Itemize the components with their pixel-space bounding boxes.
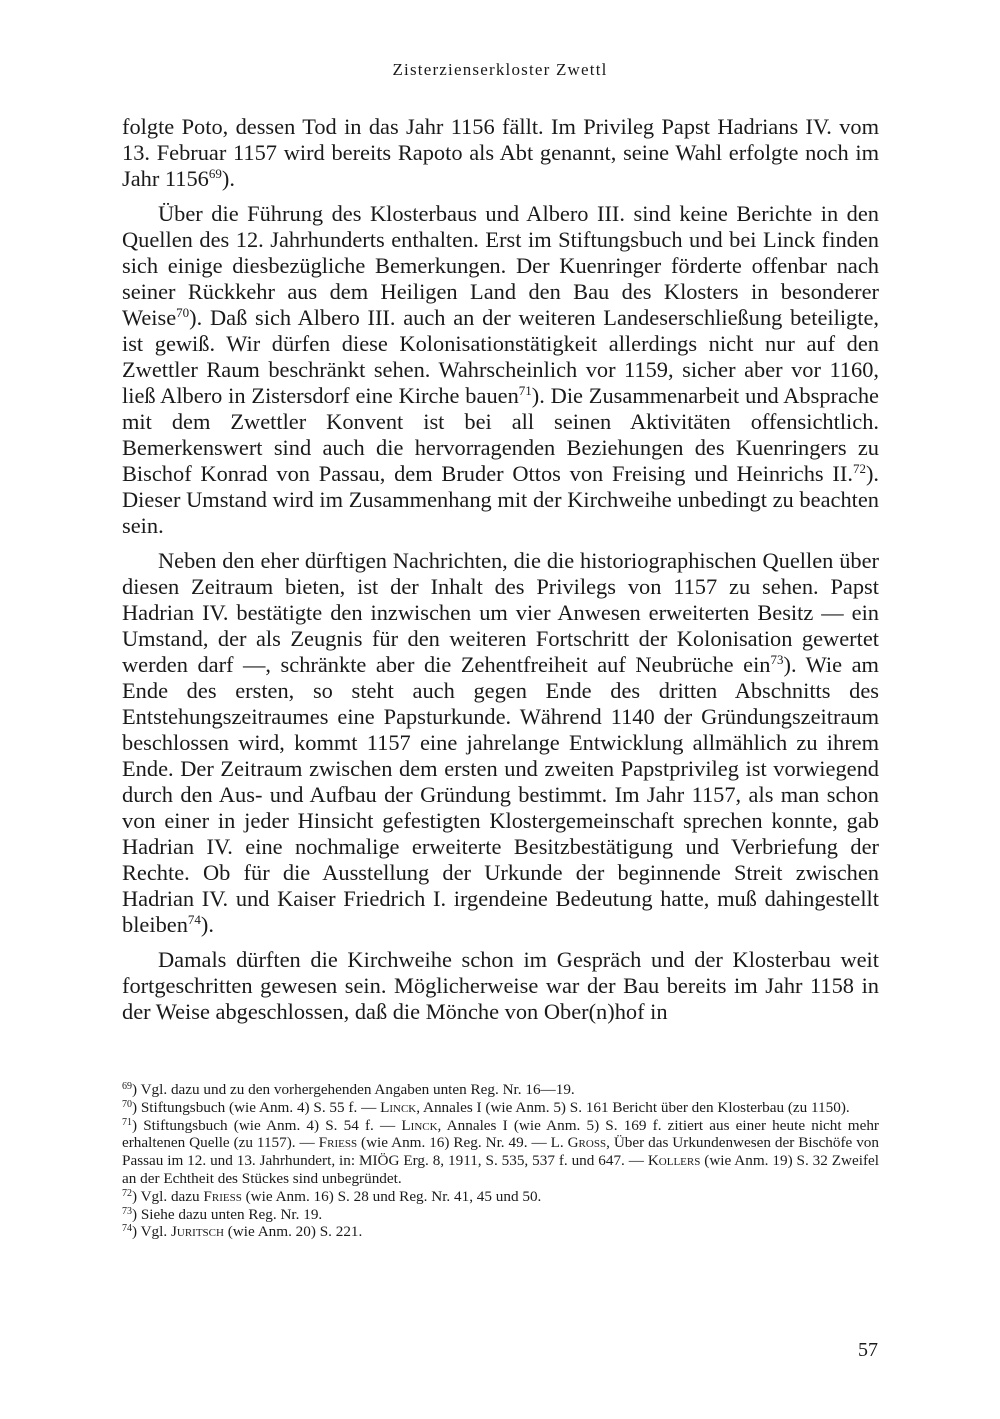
author-name: Friess (203, 1187, 242, 1205)
paragraph (122, 548, 879, 938)
text-span: folgte Poto, dessen Tod in das Jahr 1156 fällt. Im Privileg Papst Hadrians IV. vom 13. Februar 1157 wird bereits Rapoto als Abt genannt, seine Wahl erfolgte noch im Jahr 1156 (122, 114, 879, 191)
text-span: ). (200, 912, 214, 937)
author-name: Kollers (647, 1152, 701, 1170)
footnote-ref[interactable]: 71 (518, 383, 532, 398)
footnote-number: 69 (122, 1081, 132, 1092)
footnote-ref[interactable]: 70 (176, 305, 190, 320)
footnote-text: ) Vgl. (132, 1223, 171, 1241)
footnote-text: (wie Anm. 16) Reg. Nr. 49. — L. (357, 1134, 568, 1152)
author-name: Juritsch (170, 1223, 224, 1241)
footnote-text: ) Stiftungsbuch (wie Anm. 4) S. 55 f. — (132, 1098, 381, 1116)
footnote-text: ) Vgl. dazu (132, 1187, 204, 1205)
paragraph (122, 201, 879, 539)
page-number: 57 (858, 1339, 878, 1361)
text-span: Neben den eher dürftigen Nachrichten, die die historiographischen Quellen über diesen Zeitraum bieten, ist der Inhalt des Privilegs von 1157 zu sehen. Papst Hadrian IV. bestätigte den inzwischen um vier Anwesen erweiterten Besitz — ein Umstand, der als Zeugnis für den weiteren Fortschritt der Kolonisation gewertet werden darf —, schränkte aber die Zehentfreiheit auf Neubrüche ein (122, 548, 879, 677)
footnote-73 (122, 1206, 879, 1224)
footnote-text: (wie Anm. 19) S. 32 Zweifel an der Echtheit des Stückes sind unbegründet. (122, 1152, 879, 1187)
footnotes (122, 1081, 879, 1241)
text-span: Damals dürften die Kirchweihe schon im Gespräch und der Klosterbau weit fortgeschritten gewesen sein. Möglicherweise war der Bau bereits im Jahr 1158 in der Weise abgeschlossen, daß die Mönche von Ober(n)hof in (122, 947, 879, 1024)
text-span: ). Daß sich Albero III. auch an der weiteren Landeserschließung beteiligte, ist gewiß. Wir dürfen diese Kolonisationstätigkeit allerdings nicht nur auf den Zwettler Raum beschränkt sehen. Wahrscheinlich vor 1159, sicher aber vor 1160, ließ Albero in Zistersdorf eine Kirche bauen (122, 305, 879, 408)
text-span: ). Dieser Umstand wird im Zusammenhang mit der Kirchweihe unbedingt zu beachten sein. (122, 461, 879, 538)
footnote-ref[interactable]: 74 (187, 912, 201, 927)
footnote-69 (122, 1081, 879, 1099)
paragraph (122, 114, 879, 192)
footnote-text: ) Stiftungsbuch (wie Anm. 4) S. 54 f. — (132, 1116, 402, 1134)
footnote-number: 70 (122, 1098, 132, 1110)
author-name: Friess (318, 1134, 358, 1152)
footnote-number: 73 (122, 1205, 132, 1217)
footnote-number: 74 (122, 1223, 132, 1235)
footnote-74 (122, 1223, 879, 1241)
footnote-72 (122, 1188, 879, 1206)
paragraph (122, 947, 879, 1025)
footnote-number: 71 (122, 1116, 132, 1128)
text-span: ). Wie am Ende des ersten, so steht auch gegen Ende des dritten Abschnitts des Entstehungszeitraumes eine Papsturkunde. Während 1140 der Gründungszeitraum beschlossen wird, kommt 1157 eine jahrelange Entwicklung allmählich zu ihrem Ende. Der Zeitraum zwischen dem ersten und zweiten Papstprivileg ist vorwiegend durch den Aus- und Aufbau der Gründung bestimmt. Im Jahr 1157, als man schon von einer in jeder Hinsicht gefestigten Klostergemeinschaft sprechen konnte, gab Hadrian IV. eine nochmalige erweiterte Besitzbestätigung und Verbriefung der Rechte. Ob für die Ausstellung der Urkunde der beginnende Streit zwischen Hadrian IV. und Kaiser Friedrich I. irgendeine Bedeutung hatte, muß dahingestellt bleiben (122, 652, 879, 937)
footnote-ref[interactable]: 72 (852, 461, 866, 476)
text-span: Über die Führung des Klosterbaus und Albero III. sind keine Berichte in den Quellen des 12. Jahrhunderts enthalten. Erst im Stiftungsbuch und bei Linck finden sich einige diesbezügliche Bemerkungen. Der Kuenringer förderte offenbar nach seiner Rückkehr aus dem Heiligen Land den Bau des Klosters in besonderer Weise (122, 201, 879, 330)
running-header: Zisterzienserkloster Zwettl (392, 60, 608, 79)
footnote-ref[interactable]: 73 (770, 652, 784, 667)
author-name: Linck (401, 1116, 438, 1134)
footnote-ref[interactable]: 69 (208, 166, 222, 181)
footnote-text: , Annales I (wie Anm. 5) S. 161 Bericht über den Klosterbau (zu 1150). (416, 1098, 850, 1116)
footnote-70 (122, 1099, 879, 1117)
footnote-text: ) Siehe dazu unten Reg. Nr. 19. (132, 1205, 323, 1223)
main-text (122, 114, 879, 1034)
footnote-text: (wie Anm. 20) S. 221. (223, 1223, 363, 1241)
author-name: Linck (380, 1098, 417, 1116)
footnote-number: 72 (122, 1187, 132, 1199)
footnote-text: , Annales I (wie Anm. 5) S. 169 f. zitiert aus einer heute nicht mehr erhaltenen Quelle (zu 1157). — (122, 1116, 879, 1152)
text-span: ). Die Zusammenarbeit und Absprache mit dem Zwettler Konvent ist bei all seinen Aktivitäten offensichtlich. Bemerkenswert sind auch die hervorragenden Beziehungen des Kuenringers zu Bischof Konrad von Passau, dem Bruder Ottos von Freising und Heinrichs II. (122, 383, 879, 486)
text-span: ). (221, 166, 235, 191)
author-name: Gross (567, 1134, 607, 1152)
footnote-text: ) Vgl. dazu und zu den vorhergehenden Angaben unten Reg. Nr. 16—19. (132, 1081, 575, 1098)
footnote-text: (wie Anm. 16) S. 28 und Reg. Nr. 41, 45 und 50. (241, 1187, 542, 1205)
footnote-71 (122, 1117, 879, 1188)
footnote-text: , Über das Urkundenwesen der Bischöfe von Passau im 12. und 13. Jahrhundert, in: MIÖG Erg. 8, 1911, S. 535, 537 f. und 647. — (122, 1134, 879, 1170)
